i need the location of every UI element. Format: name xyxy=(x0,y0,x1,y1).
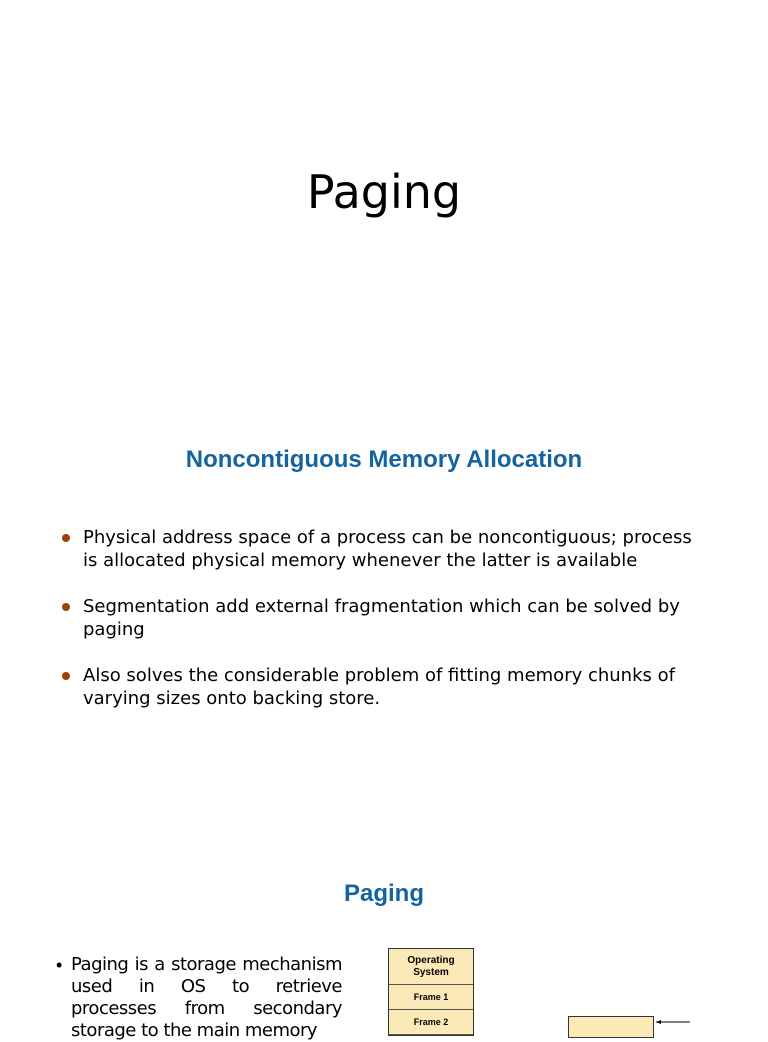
bullet-text: Paging is a storage mechanism used in OS to retrieve processes from secondary storage to the main memory xyxy=(71,954,342,1041)
bullet-text: Segmentation add external fragmentation which can be solved by paging xyxy=(83,596,680,640)
frame-block: Frame 2 xyxy=(389,1010,473,1035)
slide-heading: Paging xyxy=(343,880,424,907)
noncontiguous-slide xyxy=(0,400,768,840)
paging-slide xyxy=(0,840,768,1041)
bullet-text: Also solves the considerable problem of fitting memory chunks of varying sizes onto backing store. xyxy=(83,665,675,709)
list-item xyxy=(60,664,700,710)
list-item xyxy=(60,595,700,641)
bullet-icon: • xyxy=(56,955,63,975)
frame-block: Frame 1 xyxy=(389,985,473,1010)
memory-diagram xyxy=(388,948,474,1036)
arrow-icon xyxy=(656,1020,690,1024)
list-item xyxy=(60,526,700,572)
bullet-text: Physical address space of a process can be noncontiguous; process is allocated physical memory whenever the latter is available xyxy=(83,527,692,571)
list-item xyxy=(56,954,342,1042)
bullet-dot-icon xyxy=(62,672,70,680)
bullet-dot-icon xyxy=(62,534,70,542)
title-slide xyxy=(0,0,768,400)
bullet-list xyxy=(60,526,700,733)
slide-title: Paging xyxy=(306,165,462,219)
page-box xyxy=(568,1016,654,1038)
slide-heading: Noncontiguous Memory Allocation xyxy=(185,446,583,473)
os-block: Operating System xyxy=(389,949,473,985)
bullet-dot-icon xyxy=(62,603,70,611)
